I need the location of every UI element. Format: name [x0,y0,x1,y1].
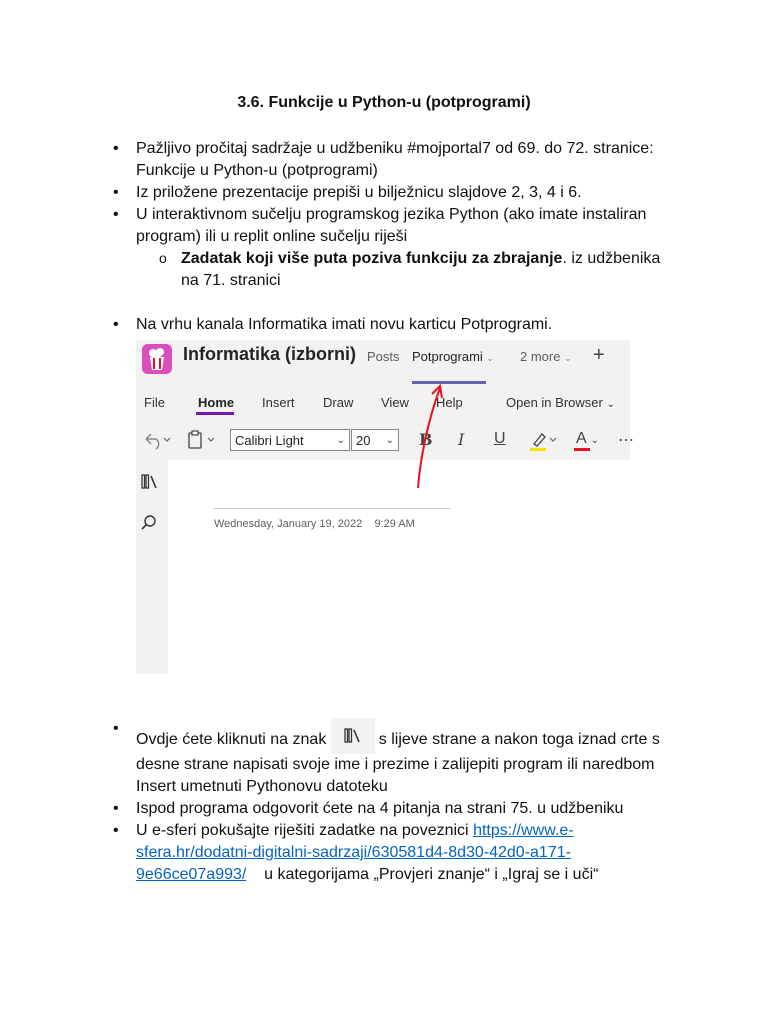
list-item [113,820,673,886]
open-in-browser-label: Open in Browser [506,395,603,410]
chevron-down-icon: ⌄ [486,353,494,363]
ribbon-tabs [136,384,630,424]
list-item: • Pažljivo pročitaj sadržaje u udžbeniku #mojportal7 od 69. do 72. stranice: Funkcije u Python-u (potprogrami) [113,138,673,182]
chevron-down-icon: ⌄ [606,399,615,410]
notebooks-icon[interactable] [140,473,160,496]
font-name-value: Calibri Light [235,433,304,448]
ribbon-active-indicator [196,412,234,415]
clipboard-icon[interactable] [186,430,220,455]
tab-label: 2 more [520,349,561,364]
ribbon-home[interactable]: Home [198,395,235,410]
font-size-select[interactable] [351,429,399,451]
bold-icon[interactable]: B [419,430,433,449]
page-date: Wednesday, January 19, 2022 [214,518,363,530]
teams-screenshot [136,340,635,674]
tab-posts[interactable]: Posts [367,349,400,364]
highlighter-icon[interactable] [530,430,560,455]
ribbon-view[interactable]: View [381,395,409,410]
chevron-down-icon: ⌄ [564,353,572,363]
highlight-color-swatch [530,448,546,451]
page-datetime [214,518,415,530]
more-options-icon[interactable]: ⋯ [618,432,635,449]
chevron-down-icon: ⌄ [385,435,394,446]
ribbon-insert[interactable]: Insert [262,395,295,410]
instructions-list-top [113,138,673,336]
font-color-icon[interactable]: A ⌄ [576,430,600,447]
e-sfera-link[interactable]: https://www.e-sfera.hr/dodatni-digitalni-sadrzaji/630581d4-8d30-42d0-a171-9e66ce07a993/ [136,822,574,883]
item-text-after: s lijeve strane a nakon toga iznad crte s desne strane napisati svoje ime i prezime i zalijepiti program ili naredbom Insert umetnuti Pythonovu datoteku [136,731,660,795]
list-item: • Ispod programa odgovorit ćete na 4 pitanja na strani 75. u udžbeniku [113,798,673,820]
add-tab-icon[interactable]: + [593,344,605,366]
ribbon-help[interactable]: Help [436,395,463,410]
open-in-browser-button[interactable] [506,395,615,410]
sub-item-rest: . iz udžbenika na 71. stranici [181,250,661,289]
popcorn-icon [142,344,172,374]
title-divider[interactable] [214,508,450,509]
list-item: • Na vrhu kanala Informatika imati novu karticu Potprogrami. [113,314,673,336]
search-icon[interactable] [140,514,158,537]
undo-icon[interactable] [142,430,172,455]
list-item [113,718,673,798]
notebook-body [136,460,630,674]
teams-header [136,340,630,384]
chevron-down-icon: ⌄ [336,435,345,446]
font-color-swatch [574,448,590,451]
sub-item-bold: Zadatak koji više puta poziva funkciju za zbrajanje [181,250,563,267]
item-text-after: u kategorijama „Provjeri znanje“ i „Igraj se i uči“ [264,866,599,883]
page-time: 9:29 AM [374,518,415,530]
instructions-list-bottom [113,718,673,886]
font-size-value: 20 [356,433,371,448]
ribbon-file[interactable]: File [144,395,165,410]
channel-title: Informatika (izborni) [183,344,357,364]
notebook-rail [136,460,168,674]
font-name-select[interactable] [230,429,350,451]
sub-list-item [113,248,673,292]
item-text-before: Ovdje ćete kliknuti na znak [136,731,327,748]
item-text-before: U e-sferi pokušajte riješiti zadatke na poveznici [136,822,469,839]
notebooks-icon [331,718,375,754]
red-arrow-annotation [406,380,456,490]
list-item: • Iz priložene prezentacije prepiši u bilježnicu slajdove 2, 3, 4 i 6. [113,182,673,204]
list-item: • U interaktivnom sučelju programskog jezika Python (ako imate instaliran program) ili u replit online sučelju riješi [113,204,673,248]
tab-potprogrami[interactable] [412,349,494,364]
tab-label: Potprogrami [412,349,483,364]
italic-icon[interactable]: I [458,430,465,449]
ribbon-draw[interactable]: Draw [323,395,354,410]
chevron-down-icon: ⌄ [590,435,600,446]
document-title: 3.6. Funkcije u Python-u (potprogrami) [237,94,531,111]
formatting-toolbar [136,424,635,460]
underline-icon[interactable]: U [494,430,506,447]
tab-more[interactable] [520,349,572,364]
